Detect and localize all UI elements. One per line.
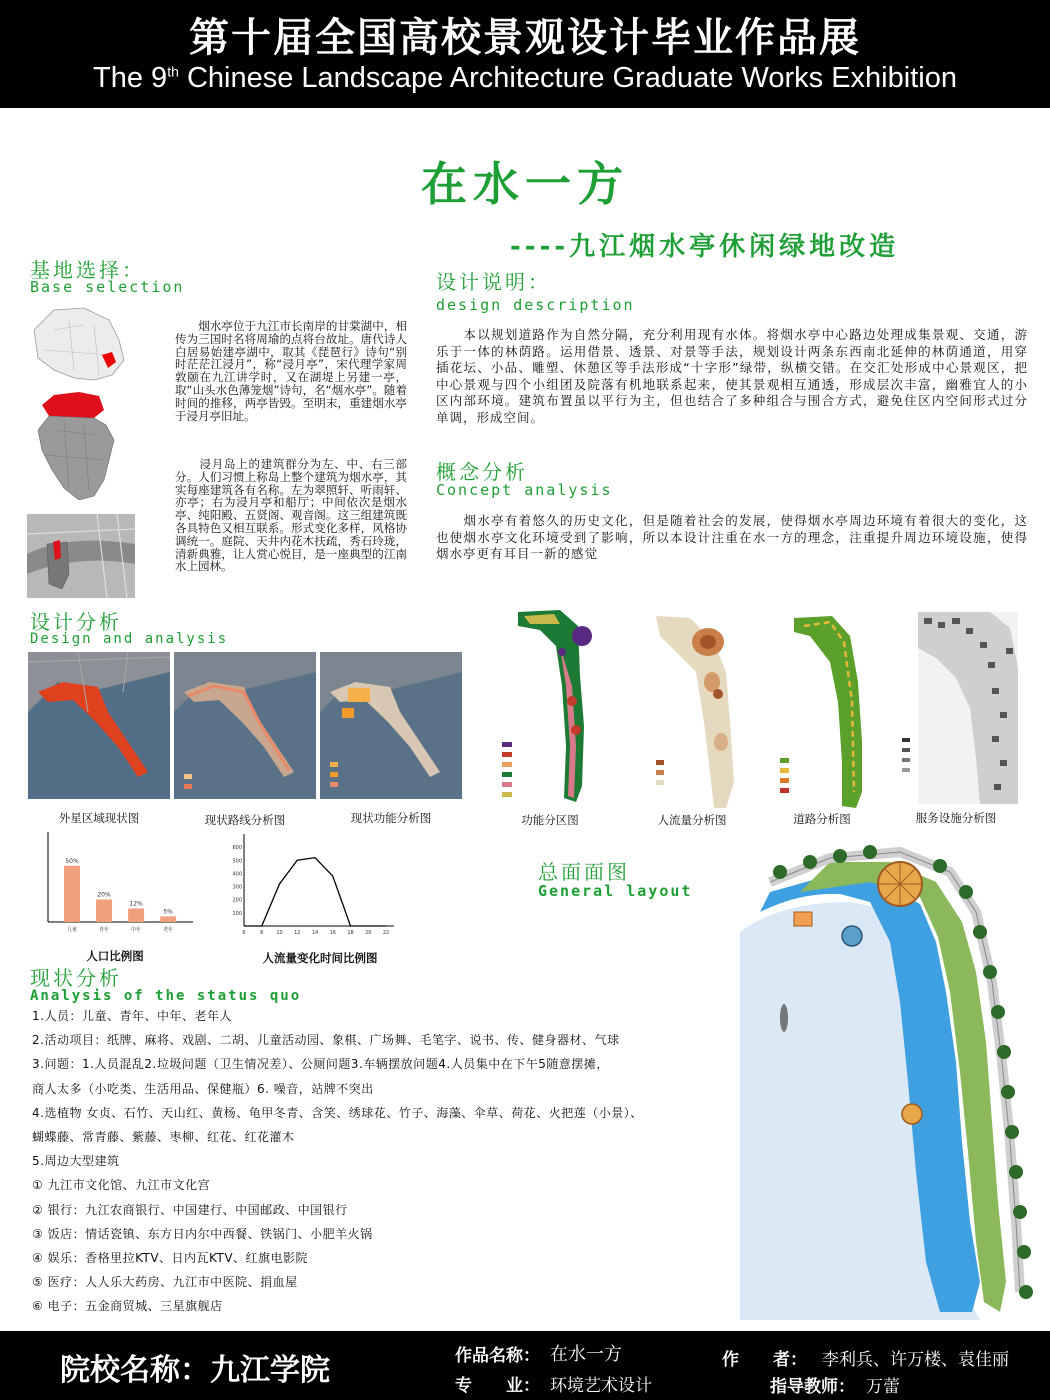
category-tick-label: 老年 xyxy=(163,927,174,933)
base-selection-text-2: 浸月岛上的建筑群分为左、中、右三部分。人们习惯上称岛上整个建筑为烟水亭，其实每座建筑各有名称。左为翠照轩、听雨轩、亦亭；右为浸月亭和船厅；中间依次是烟水亭、纯阳殿、五贤阁、观音阁。这三组建筑既各具特色又相互联系。形式变化多样，风格协调统一。庭院、天井内花木扶疏，秀石玲珑，清新典雅，让人赏心悦目，是一座典型的江南水上园林。 xyxy=(175,457,407,574)
status-line: 3.问题：1.人员混乱2.垃圾问题（卫生情况差）、公厕问题3.车辆摆放问题4.人员集中在下午5随意摆摊， xyxy=(32,1057,609,1072)
regional-status-map xyxy=(28,652,170,799)
y-tick-label: 500 xyxy=(232,858,242,865)
road-analysis-diagram xyxy=(770,612,880,812)
status-line: 商人太多（小吃类、生活用品、保健瓶）6. 噪音，站牌不突出 xyxy=(32,1081,374,1096)
status-quo-heading-en: Analysis of the status quo xyxy=(30,988,302,1004)
design-analysis-heading-en: Design and analysis xyxy=(30,631,229,647)
flow-line-chart xyxy=(228,826,404,938)
status-line: 2.活动项目：纸牌、麻将、戏剧、二胡、儿童活动园、象棋、广场舞、毛笔字、说书、传、健身器材、气球 xyxy=(32,1033,620,1048)
bar xyxy=(128,909,144,923)
status-line: 1.人员：儿童、青年、中年、老年人 xyxy=(32,1009,232,1023)
category-tick-label: 儿童 xyxy=(66,927,78,933)
y-tick-label: 300 xyxy=(232,884,242,891)
base-selection-text-1: 烟水亭位于九江市长南岸的甘棠湖中，相传为三国时名将周瑜的点将台故址。唐代诗人白居易始建亭湖中，取其《琵琶行》诗句“别时茫茫江浸月”，称“浸月亭”，宋代理学家周敦颐在九江讲学时，又在湖堤上另建一亭，取“山头水色薄笼烟”诗句，名“烟水亭”。随着时间的推移，两亭皆毁。至明末，重建烟水亭于浸月亭旧址。 xyxy=(175,319,407,423)
school-name: 院校名称：九江学院 xyxy=(60,1353,330,1388)
bar-data-label: 12% xyxy=(129,900,143,908)
x-tick-label: 12 xyxy=(294,930,301,936)
y-tick-label: 100 xyxy=(232,910,242,917)
caption-regional-status: 外星区域现状图 xyxy=(58,811,140,825)
status-line: 蝴蝶藤、常青藤、紫藤、枣柳、红花、红花灌木 xyxy=(32,1130,295,1145)
caption-function-analysis: 现状功能分析图 xyxy=(350,811,432,825)
status-line: ⑥ 电子：五金商贸城、三星旗舰店 xyxy=(32,1299,223,1314)
function-analysis-map xyxy=(320,652,462,799)
bar-data-label: 20% xyxy=(97,891,111,899)
bar-data-label: 5% xyxy=(163,908,173,916)
concept-text: 烟水亭有着悠久的历史文化，但是随着社会的发展，使得烟水亭周边环境有着很大的变化，这也使烟水亭文化环境受到了影响，所以本设计注重在水一方的理念，注重提升周边环境设施，使得烟水亭更有耳目一新的感觉 xyxy=(436,513,1028,561)
caption-road-analysis: 道路分析图 xyxy=(793,812,851,826)
china-map-shape xyxy=(34,308,124,380)
general-layout-heading-en: General layout xyxy=(538,882,693,900)
general-layout-heading: 总面面图 xyxy=(538,860,630,884)
concept-heading: 概念分析 xyxy=(436,460,528,484)
title-en-part: The 9 xyxy=(93,62,168,94)
function-legend xyxy=(502,742,512,797)
exhibition-title-cn: 第十届全国高校景观设计毕业作品展 xyxy=(189,15,861,61)
exhibition-title-en xyxy=(0,62,1050,95)
function-zoning-diagram xyxy=(500,606,610,806)
status-quo-list xyxy=(32,1004,732,1319)
design-description-heading: 设计说明： xyxy=(436,270,551,294)
x-tick-label: 8 xyxy=(260,930,264,936)
design-description-text: 本以规划道路作为自然分隔，充分利用现有水体。将烟水亭中心路边处理成集景观、交通，游乐于一体的林荫路。运用借景、透景、对景等手法，规划设计两条东西南北延伸的林荫通道，用穿插花坛、小品、雕塑、休憩区等手法形成“十字形”绿带，纵横交错。在交汇处形成中心景观区，把中心景观与四个小组团及院落有机地联系起来，使其景观相互通透，形成层次丰富，幽雅宜人的小区内部环境。建筑布置虽以平行为主，但也结合了多种组合与围合方式，避免住区内空间形式过分单调，形成空间。 xyxy=(436,327,1028,425)
major-label: 专 业： xyxy=(455,1376,540,1396)
x-tick-label: 10 xyxy=(276,930,283,936)
concept-heading-en: Concept analysis xyxy=(436,481,613,499)
x-tick-label: 18 xyxy=(347,930,354,936)
flow-series-line xyxy=(244,858,386,926)
population-chart-caption: 人口比例图 xyxy=(86,949,144,963)
flow-chart-caption: 人流量变化时间比例图 xyxy=(262,951,378,965)
advisor-label: 指导教师： xyxy=(770,1377,855,1397)
caption-service-facilities: 服务设施分析图 xyxy=(915,811,997,825)
status-line: ② 银行：九江农商银行、中国建行、中国邮政、中国银行 xyxy=(32,1202,348,1217)
base-selection-heading-en: Base selection xyxy=(30,278,185,296)
caption-pedestrian-flow: 人流量分析图 xyxy=(657,813,727,827)
x-tick-label: 20 xyxy=(365,930,372,936)
general-layout-plan xyxy=(740,842,1040,1320)
x-tick-label: 16 xyxy=(329,930,336,936)
project-subtitle: ----九江烟水亭休闲绿地改造 xyxy=(510,232,900,262)
title-en-sup: th xyxy=(167,63,179,80)
pedestrian-flow-diagram xyxy=(626,612,746,812)
x-tick-label: 22 xyxy=(382,930,390,936)
work-label: 作品名称： xyxy=(455,1346,540,1366)
author-value: 李利兵、许万楼、袁佳丽 xyxy=(822,1350,1009,1370)
category-tick-label: 中年 xyxy=(131,927,142,933)
header-banner xyxy=(0,0,1050,108)
title-en-rest: Chinese Landscape Architecture Graduate Works Exhibition xyxy=(178,62,957,94)
bar xyxy=(160,916,176,922)
y-tick-label: 200 xyxy=(232,897,242,904)
population-bar-chart xyxy=(34,824,204,936)
status-line: ③ 饭店：情话瓷镇、东方日内尔中西餐、铁锅门、小肥羊火锅 xyxy=(32,1226,373,1241)
bar xyxy=(64,866,80,922)
project-title: 在水一方 xyxy=(421,157,629,211)
advisor-value: 万蕾 xyxy=(866,1377,900,1397)
status-quo-heading: 现状分析 xyxy=(30,966,122,990)
bar xyxy=(96,900,112,923)
base-selection-heading: 基地选择： xyxy=(30,258,145,282)
design-analysis-heading: 设计分析 xyxy=(30,610,122,634)
status-line: ④ 娱乐：香格里拉KTV、日内瓦KTV、红旗电影院 xyxy=(32,1251,309,1266)
work-value: 在水一方 xyxy=(550,1344,622,1365)
status-line: ⑤ 医疗：人人乐大药房、九江市中医院、捐血屋 xyxy=(32,1275,298,1290)
major-value: 环境艺术设计 xyxy=(550,1376,652,1396)
location-maps xyxy=(24,300,144,500)
status-line: ① 九江市文化馆、九江市文化宫 xyxy=(32,1178,211,1193)
y-tick-label: 400 xyxy=(232,871,242,878)
jiujiang-highlight xyxy=(42,392,104,418)
site-location-map xyxy=(27,514,135,598)
service-facilities-diagram xyxy=(900,608,1020,808)
caption-function-zoning: 功能分区图 xyxy=(521,813,579,827)
caption-route-analysis: 现状路线分析图 xyxy=(204,813,286,827)
x-tick-label: 6 xyxy=(242,930,246,936)
y-tick-label: 600 xyxy=(232,845,242,852)
bar-data-label: 50% xyxy=(65,857,79,865)
author-label: 作 者： xyxy=(722,1350,807,1370)
status-line: 5.周边大型建筑 xyxy=(32,1154,120,1169)
status-line: 4.选植物 女贞、石竹、天山红、黄杨、龟甲冬青、含笑、绣球花、竹子、海藻、伞草、荷花、火把莲（小景）、 xyxy=(32,1105,643,1120)
design-description-heading-en: design description xyxy=(436,296,635,314)
route-analysis-map xyxy=(174,652,316,799)
jiangxi-map-shape xyxy=(38,416,114,500)
category-tick-label: 青年 xyxy=(99,927,110,933)
footer-bar xyxy=(0,1331,1050,1400)
x-tick-label: 14 xyxy=(311,930,319,936)
